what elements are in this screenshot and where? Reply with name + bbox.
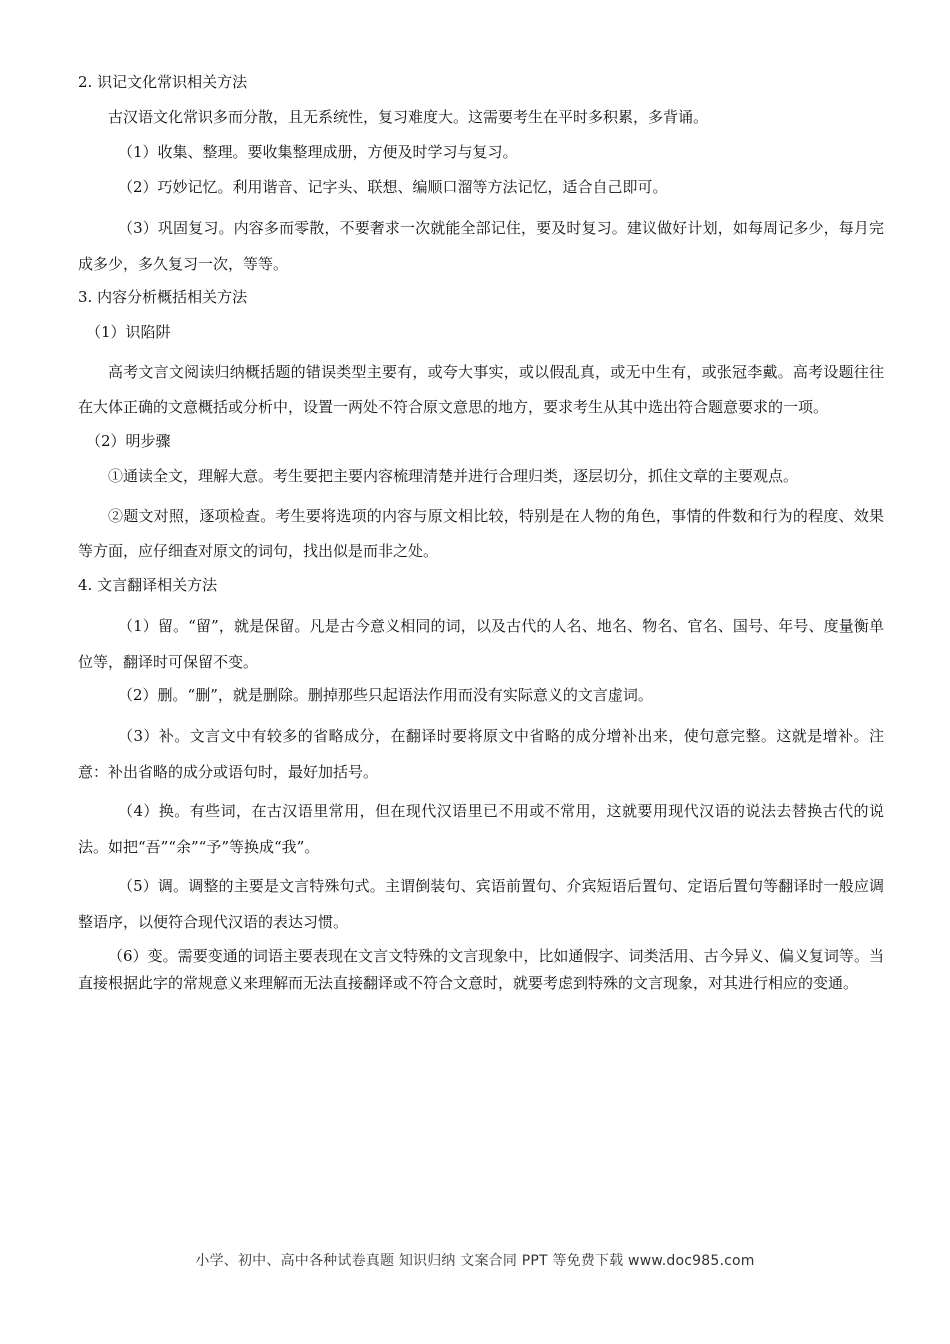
analysis-sub-title-traps: （1）识陷阱: [86, 323, 171, 341]
analysis-step-2: ②题文对照，逐项检查。考生要将选项的内容与原文相比较，特别是在人物的角色，事情的件数和行为的程度、效果等方面，应仔细查对原文的词句，找出似是而非之处。: [78, 507, 884, 560]
section-intro-memorize: 古汉语文化常识多而分散，且无系统性，复习难度大。这需要考生在平时多积累，多背诵。: [108, 108, 709, 126]
section-heading-memorize: 2. 识记文化常识相关方法: [78, 73, 248, 91]
memorize-item-1: （1）收集、整理。要收集整理成册，方便及时学习与复习。: [118, 143, 518, 161]
translation-item-supplement: （3）补。文言文中有较多的省略成分，在翻译时要将原文中省略的成分增补出来，使句意完整。这就是增补。注意：补出省略的成分或语句时，最好加括号。: [78, 727, 884, 781]
section-heading-translation: 4. 文言翻译相关方法: [78, 576, 218, 594]
page-footer: 小学、初中、高中各种试卷真题 知识归纳 文案合同 PPT 等免费下载 www.doc985.com: [195, 1253, 755, 1269]
translation-item-delete: （2）删。“删”，就是删除。删掉那些只起语法作用而没有实际意义的文言虚词。: [118, 686, 653, 704]
translation-item-keep: （1）留。“留”，就是保留。凡是古今意义相同的词，以及古代的人名、地名、物名、官名、国号、年号、度量衡单位等，翻译时可保留不变。: [78, 617, 884, 671]
section-heading-analysis: 3. 内容分析概括相关方法: [78, 288, 248, 306]
translation-item-adjust: （5）调。调整的主要是文言特殊句式。主谓倒装句、宾语前置句、介宾短语后置句、定语后置句等翻译时一般应调整语序，以便符合现代汉语的表达习惯。: [78, 877, 884, 931]
analysis-traps-text: 高考文言文阅读归纳概括题的错误类型主要有，或夸大事实，或以假乱真，或无中生有，或张冠李戴。高考设题往往在大体正确的文意概括或分析中，设置一两处不符合原文意思的地方，要求考生从其中选出符合题意要求的一项。: [78, 363, 884, 416]
analysis-step-1: ①通读全文，理解大意。考生要把主要内容梳理清楚并进行合理归类，逐层切分，抓住文章的主要观点。: [108, 467, 799, 485]
translation-item-adapt: （6）变。需要变通的词语主要表现在文言文特殊的文言现象中，比如通假字、词类活用、古今异义、偏义复词等。当直接根据此字的常规意义来理解而无法直接翻译或不符合文意时，就要考虑到特殊的文言现象，对其进行相应的变通。: [78, 947, 884, 992]
memorize-item-2: （2）巧妙记忆。利用谐音、记字头、联想、编顺口溜等方法记忆，适合自己即可。: [118, 178, 668, 196]
document-body: [78, 70, 884, 997]
translation-item-replace: （4）换。有些词，在古汉语里常用，但在现代汉语里已不用或不常用，这就要用现代汉语的说法去替换古代的说法。如把“吾”“余”“予”等换成“我”。: [78, 802, 884, 856]
memorize-item-3: （3）巩固复习。内容多而零散，不要奢求一次就能全部记住，要及时复习。建议做好计划，如每周记多少，每月完成多少，多久复习一次，等等。: [78, 219, 884, 273]
analysis-sub-title-steps: （2）明步骤: [86, 432, 171, 450]
